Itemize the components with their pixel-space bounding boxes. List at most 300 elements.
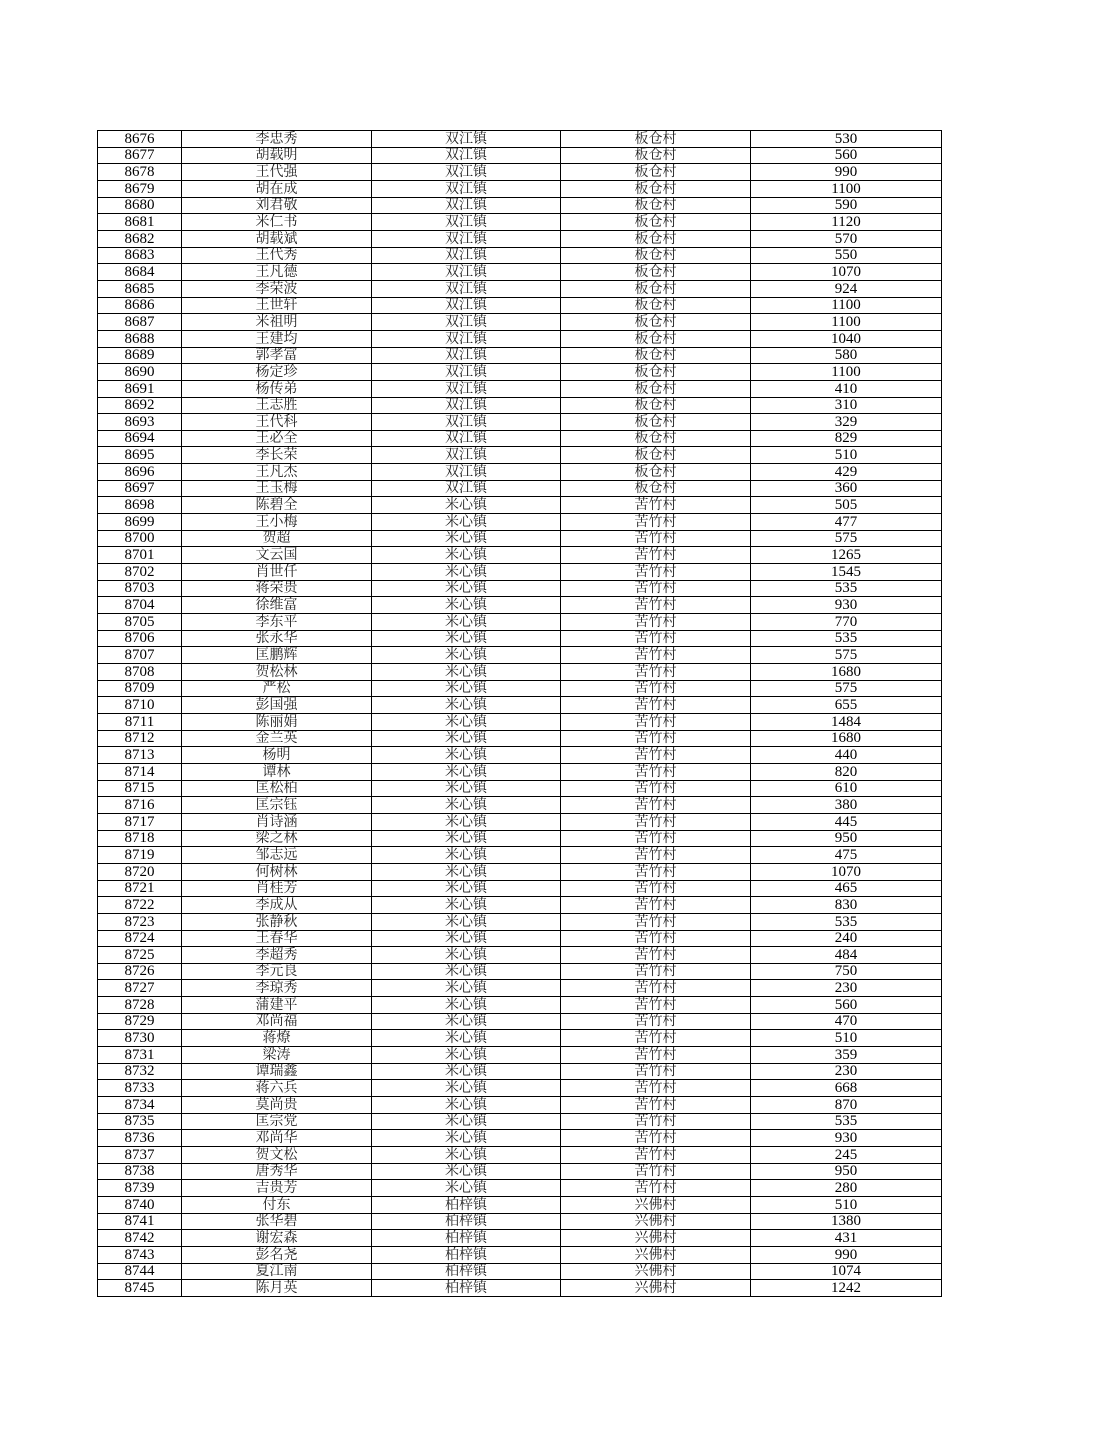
town-cell: 米心镇: [372, 630, 561, 647]
serial-number-cell: 8705: [98, 614, 182, 631]
amount-cell: 590: [751, 197, 942, 214]
town-cell: 米心镇: [372, 763, 561, 780]
amount-cell: 230: [751, 1063, 942, 1080]
name-cell: 王凡德: [182, 264, 372, 281]
serial-number-cell: 8727: [98, 980, 182, 997]
amount-cell: 380: [751, 797, 942, 814]
serial-number-cell: 8676: [98, 131, 182, 148]
amount-cell: 470: [751, 1013, 942, 1030]
amount-cell: 930: [751, 597, 942, 614]
amount-cell: 560: [751, 997, 942, 1014]
table-row: [98, 913, 942, 930]
serial-number-cell: 8688: [98, 330, 182, 347]
name-cell: 胡在成: [182, 180, 372, 197]
table-row: [98, 797, 942, 814]
amount-cell: 750: [751, 963, 942, 980]
amount-cell: 870: [751, 1097, 942, 1114]
town-cell: 米心镇: [372, 913, 561, 930]
village-cell: 苦竹村: [561, 564, 751, 581]
town-cell: 双江镇: [372, 197, 561, 214]
village-cell: 板仓村: [561, 314, 751, 331]
amount-cell: 359: [751, 1047, 942, 1064]
table-row: [98, 813, 942, 830]
amount-cell: 1070: [751, 264, 942, 281]
table-row: [98, 247, 942, 264]
town-cell: 柏梓镇: [372, 1263, 561, 1280]
name-cell: 匡鹏辉: [182, 647, 372, 664]
table-row: [98, 1063, 942, 1080]
town-cell: 双江镇: [372, 347, 561, 364]
serial-number-cell: 8721: [98, 880, 182, 897]
village-cell: 苦竹村: [561, 664, 751, 681]
serial-number-cell: 8704: [98, 597, 182, 614]
serial-number-cell: 8716: [98, 797, 182, 814]
village-cell: 板仓村: [561, 364, 751, 381]
amount-cell: 360: [751, 480, 942, 497]
table-row: [98, 364, 942, 381]
serial-number-cell: 8740: [98, 1197, 182, 1214]
village-cell: 板仓村: [561, 297, 751, 314]
serial-number-cell: 8737: [98, 1147, 182, 1164]
town-cell: 米心镇: [372, 847, 561, 864]
table-row: [98, 1130, 942, 1147]
village-cell: 板仓村: [561, 147, 751, 164]
village-cell: 苦竹村: [561, 530, 751, 547]
town-cell: 双江镇: [372, 180, 561, 197]
serial-number-cell: 8712: [98, 730, 182, 747]
town-cell: 双江镇: [372, 380, 561, 397]
village-cell: 苦竹村: [561, 1180, 751, 1197]
name-cell: 何树林: [182, 863, 372, 880]
town-cell: 双江镇: [372, 397, 561, 414]
serial-number-cell: 8736: [98, 1130, 182, 1147]
table-row: [98, 847, 942, 864]
village-cell: 苦竹村: [561, 813, 751, 830]
table-row: [98, 1097, 942, 1114]
serial-number-cell: 8698: [98, 497, 182, 514]
village-cell: 苦竹村: [561, 1097, 751, 1114]
town-cell: 双江镇: [372, 314, 561, 331]
name-cell: 肖桂芳: [182, 880, 372, 897]
village-cell: 兴佛村: [561, 1280, 751, 1297]
serial-number-cell: 8713: [98, 747, 182, 764]
name-cell: 张永华: [182, 630, 372, 647]
table-row: [98, 264, 942, 281]
name-cell: 邓尚福: [182, 1013, 372, 1030]
village-cell: 板仓村: [561, 230, 751, 247]
town-cell: 双江镇: [372, 480, 561, 497]
town-cell: 米心镇: [372, 863, 561, 880]
name-cell: 陈碧全: [182, 497, 372, 514]
table-row: [98, 930, 942, 947]
amount-cell: 535: [751, 1113, 942, 1130]
table-row: [98, 1280, 942, 1297]
amount-cell: 310: [751, 397, 942, 414]
amount-cell: 535: [751, 913, 942, 930]
serial-number-cell: 8735: [98, 1113, 182, 1130]
amount-cell: 475: [751, 847, 942, 864]
amount-cell: 560: [751, 147, 942, 164]
amount-cell: 329: [751, 414, 942, 431]
village-cell: 苦竹村: [561, 1013, 751, 1030]
serial-number-cell: 8707: [98, 647, 182, 664]
serial-number-cell: 8682: [98, 230, 182, 247]
serial-number-cell: 8717: [98, 813, 182, 830]
name-cell: 李成从: [182, 897, 372, 914]
town-cell: 米心镇: [372, 1080, 561, 1097]
amount-cell: 1545: [751, 564, 942, 581]
village-cell: 苦竹村: [561, 630, 751, 647]
village-cell: 兴佛村: [561, 1213, 751, 1230]
village-cell: 板仓村: [561, 280, 751, 297]
table-row: [98, 414, 942, 431]
serial-number-cell: 8729: [98, 1013, 182, 1030]
village-cell: 板仓村: [561, 447, 751, 464]
amount-cell: 1680: [751, 664, 942, 681]
table-row: [98, 1147, 942, 1164]
serial-number-cell: 8720: [98, 863, 182, 880]
amount-cell: 950: [751, 1163, 942, 1180]
serial-number-cell: 8700: [98, 530, 182, 547]
town-cell: 米心镇: [372, 1013, 561, 1030]
serial-number-cell: 8701: [98, 547, 182, 564]
serial-number-cell: 8708: [98, 664, 182, 681]
amount-cell: 535: [751, 630, 942, 647]
village-cell: 兴佛村: [561, 1197, 751, 1214]
amount-cell: 445: [751, 813, 942, 830]
name-cell: 王凡杰: [182, 464, 372, 481]
name-cell: 米仁书: [182, 214, 372, 231]
name-cell: 谭瑞鑫: [182, 1063, 372, 1080]
table-row: [98, 280, 942, 297]
village-cell: 板仓村: [561, 380, 751, 397]
name-cell: 文云国: [182, 547, 372, 564]
village-cell: 苦竹村: [561, 997, 751, 1014]
name-cell: 王代科: [182, 414, 372, 431]
table-row: [98, 863, 942, 880]
village-cell: 苦竹村: [561, 1080, 751, 1097]
table-row: [98, 430, 942, 447]
village-cell: 苦竹村: [561, 747, 751, 764]
town-cell: 双江镇: [372, 414, 561, 431]
village-cell: 苦竹村: [561, 647, 751, 664]
town-cell: 米心镇: [372, 947, 561, 964]
amount-cell: 1074: [751, 1263, 942, 1280]
name-cell: 胡载斌: [182, 230, 372, 247]
serial-number-cell: 8697: [98, 480, 182, 497]
table-row: [98, 763, 942, 780]
town-cell: 米心镇: [372, 997, 561, 1014]
village-cell: 板仓村: [561, 247, 751, 264]
town-cell: 米心镇: [372, 797, 561, 814]
table-row: [98, 647, 942, 664]
town-cell: 米心镇: [372, 813, 561, 830]
serial-number-cell: 8685: [98, 280, 182, 297]
serial-number-cell: 8743: [98, 1246, 182, 1263]
name-cell: 吉贵芳: [182, 1180, 372, 1197]
town-cell: 双江镇: [372, 247, 561, 264]
serial-number-cell: 8681: [98, 214, 182, 231]
town-cell: 柏梓镇: [372, 1197, 561, 1214]
amount-cell: 240: [751, 930, 942, 947]
town-cell: 米心镇: [372, 1113, 561, 1130]
name-cell: 梁之林: [182, 830, 372, 847]
amount-cell: 1265: [751, 547, 942, 564]
serial-number-cell: 8695: [98, 447, 182, 464]
table-row: [98, 1246, 942, 1263]
name-cell: 李忠秀: [182, 131, 372, 148]
name-cell: 邹志远: [182, 847, 372, 864]
table-row: [98, 897, 942, 914]
serial-number-cell: 8691: [98, 380, 182, 397]
amount-cell: 820: [751, 763, 942, 780]
table-row: [98, 164, 942, 181]
amount-cell: 510: [751, 1197, 942, 1214]
name-cell: 蒋六兵: [182, 1080, 372, 1097]
village-cell: 苦竹村: [561, 547, 751, 564]
town-cell: 双江镇: [372, 430, 561, 447]
town-cell: 米心镇: [372, 747, 561, 764]
serial-number-cell: 8745: [98, 1280, 182, 1297]
table-row: [98, 1080, 942, 1097]
amount-cell: 930: [751, 1130, 942, 1147]
table-row: [98, 314, 942, 331]
serial-number-cell: 8732: [98, 1063, 182, 1080]
amount-cell: 950: [751, 830, 942, 847]
amount-cell: 990: [751, 164, 942, 181]
serial-number-cell: 8731: [98, 1047, 182, 1064]
amount-cell: 1100: [751, 297, 942, 314]
town-cell: 米心镇: [372, 514, 561, 531]
name-cell: 李荣波: [182, 280, 372, 297]
table-row: [98, 630, 942, 647]
village-cell: 苦竹村: [561, 1030, 751, 1047]
amount-cell: 530: [751, 131, 942, 148]
name-cell: 梁涛: [182, 1047, 372, 1064]
name-cell: 王玉梅: [182, 480, 372, 497]
name-cell: 李超秀: [182, 947, 372, 964]
village-cell: 板仓村: [561, 397, 751, 414]
amount-cell: 510: [751, 1030, 942, 1047]
serial-number-cell: 8725: [98, 947, 182, 964]
table-row: [98, 780, 942, 797]
name-cell: 王代强: [182, 164, 372, 181]
table-row: [98, 1113, 942, 1130]
town-cell: 米心镇: [372, 713, 561, 730]
table-row: [98, 380, 942, 397]
table-row: [98, 614, 942, 631]
town-cell: 米心镇: [372, 880, 561, 897]
name-cell: 唐秀华: [182, 1163, 372, 1180]
name-cell: 胡载明: [182, 147, 372, 164]
name-cell: 蒲建平: [182, 997, 372, 1014]
village-cell: 苦竹村: [561, 580, 751, 597]
name-cell: 王世轩: [182, 297, 372, 314]
town-cell: 双江镇: [372, 280, 561, 297]
village-cell: 板仓村: [561, 464, 751, 481]
serial-number-cell: 8680: [98, 197, 182, 214]
town-cell: 双江镇: [372, 230, 561, 247]
name-cell: 蒋燎: [182, 1030, 372, 1047]
table-row: [98, 197, 942, 214]
amount-cell: 610: [751, 780, 942, 797]
town-cell: 米心镇: [372, 980, 561, 997]
name-cell: 米祖明: [182, 314, 372, 331]
town-cell: 柏梓镇: [372, 1246, 561, 1263]
village-cell: 苦竹村: [561, 1130, 751, 1147]
village-cell: 苦竹村: [561, 680, 751, 697]
name-cell: 王春华: [182, 930, 372, 947]
name-cell: 王建均: [182, 330, 372, 347]
table-row: [98, 447, 942, 464]
village-cell: 苦竹村: [561, 963, 751, 980]
serial-number-cell: 8739: [98, 1180, 182, 1197]
table-row: [98, 880, 942, 897]
serial-number-cell: 8687: [98, 314, 182, 331]
table-row: [98, 230, 942, 247]
table-row: [98, 147, 942, 164]
village-cell: 苦竹村: [561, 697, 751, 714]
table-row: [98, 1213, 942, 1230]
name-cell: 匡宗党: [182, 1113, 372, 1130]
amount-cell: 1484: [751, 713, 942, 730]
town-cell: 米心镇: [372, 497, 561, 514]
table-row: [98, 597, 942, 614]
village-cell: 苦竹村: [561, 913, 751, 930]
town-cell: 米心镇: [372, 780, 561, 797]
name-cell: 彭名尧: [182, 1246, 372, 1263]
town-cell: 米心镇: [372, 680, 561, 697]
serial-number-cell: 8689: [98, 347, 182, 364]
town-cell: 米心镇: [372, 564, 561, 581]
table-row: [98, 214, 942, 231]
village-cell: 板仓村: [561, 480, 751, 497]
table-row: [98, 497, 942, 514]
town-cell: 米心镇: [372, 1180, 561, 1197]
name-cell: 陈丽娟: [182, 713, 372, 730]
name-cell: 肖世仟: [182, 564, 372, 581]
amount-cell: 1100: [751, 180, 942, 197]
town-cell: 米心镇: [372, 1163, 561, 1180]
village-cell: 板仓村: [561, 414, 751, 431]
name-cell: 李长荣: [182, 447, 372, 464]
serial-number-cell: 8706: [98, 630, 182, 647]
name-cell: 李元良: [182, 963, 372, 980]
amount-cell: 830: [751, 897, 942, 914]
village-cell: 苦竹村: [561, 847, 751, 864]
name-cell: 李东平: [182, 614, 372, 631]
town-cell: 米心镇: [372, 963, 561, 980]
table-row: [98, 947, 942, 964]
data-table: [97, 130, 942, 1297]
amount-cell: 1070: [751, 863, 942, 880]
town-cell: 米心镇: [372, 1030, 561, 1047]
name-cell: 王代秀: [182, 247, 372, 264]
village-cell: 苦竹村: [561, 930, 751, 947]
serial-number-cell: 8734: [98, 1097, 182, 1114]
village-cell: 苦竹村: [561, 1113, 751, 1130]
name-cell: 蒋荣贵: [182, 580, 372, 597]
serial-number-cell: 8710: [98, 697, 182, 714]
amount-cell: 655: [751, 697, 942, 714]
serial-number-cell: 8724: [98, 930, 182, 947]
table-row: [98, 397, 942, 414]
name-cell: 谭林: [182, 763, 372, 780]
village-cell: 苦竹村: [561, 863, 751, 880]
town-cell: 双江镇: [372, 330, 561, 347]
table-row: [98, 963, 942, 980]
serial-number-cell: 8733: [98, 1080, 182, 1097]
village-cell: 苦竹村: [561, 614, 751, 631]
name-cell: 谢宏森: [182, 1230, 372, 1247]
amount-cell: 924: [751, 280, 942, 297]
village-cell: 苦竹村: [561, 1147, 751, 1164]
table-row: [98, 680, 942, 697]
serial-number-cell: 8744: [98, 1263, 182, 1280]
village-cell: 苦竹村: [561, 947, 751, 964]
table-row: [98, 664, 942, 681]
town-cell: 双江镇: [372, 297, 561, 314]
village-cell: 苦竹村: [561, 980, 751, 997]
village-cell: 苦竹村: [561, 830, 751, 847]
serial-number-cell: 8678: [98, 164, 182, 181]
amount-cell: 465: [751, 880, 942, 897]
serial-number-cell: 8690: [98, 364, 182, 381]
amount-cell: 477: [751, 514, 942, 531]
table-row: [98, 1163, 942, 1180]
amount-cell: 431: [751, 1230, 942, 1247]
town-cell: 米心镇: [372, 597, 561, 614]
amount-cell: 990: [751, 1246, 942, 1263]
name-cell: 金兰英: [182, 730, 372, 747]
town-cell: 米心镇: [372, 647, 561, 664]
name-cell: 徐维富: [182, 597, 372, 614]
serial-number-cell: 8694: [98, 430, 182, 447]
table-row: [98, 1013, 942, 1030]
amount-cell: 668: [751, 1080, 942, 1097]
table-row: [98, 330, 942, 347]
amount-cell: 230: [751, 980, 942, 997]
village-cell: 苦竹村: [561, 780, 751, 797]
village-cell: 苦竹村: [561, 497, 751, 514]
town-cell: 米心镇: [372, 614, 561, 631]
table-row: [98, 1230, 942, 1247]
serial-number-cell: 8677: [98, 147, 182, 164]
serial-number-cell: 8723: [98, 913, 182, 930]
table-row: [98, 1263, 942, 1280]
name-cell: 王志胜: [182, 397, 372, 414]
amount-cell: 1242: [751, 1280, 942, 1297]
serial-number-cell: 8699: [98, 514, 182, 531]
town-cell: 米心镇: [372, 1063, 561, 1080]
town-cell: 双江镇: [372, 164, 561, 181]
village-cell: 苦竹村: [561, 597, 751, 614]
village-cell: 苦竹村: [561, 1063, 751, 1080]
name-cell: 张静秋: [182, 913, 372, 930]
serial-number-cell: 8718: [98, 830, 182, 847]
name-cell: 贺松林: [182, 664, 372, 681]
table-row: [98, 180, 942, 197]
town-cell: 米心镇: [372, 1147, 561, 1164]
table-body: [98, 131, 942, 1297]
name-cell: 杨定珍: [182, 364, 372, 381]
serial-number-cell: 8714: [98, 763, 182, 780]
name-cell: 杨明: [182, 747, 372, 764]
name-cell: 陈月英: [182, 1280, 372, 1297]
table-row: [98, 580, 942, 597]
village-cell: 板仓村: [561, 330, 751, 347]
serial-number-cell: 8719: [98, 847, 182, 864]
